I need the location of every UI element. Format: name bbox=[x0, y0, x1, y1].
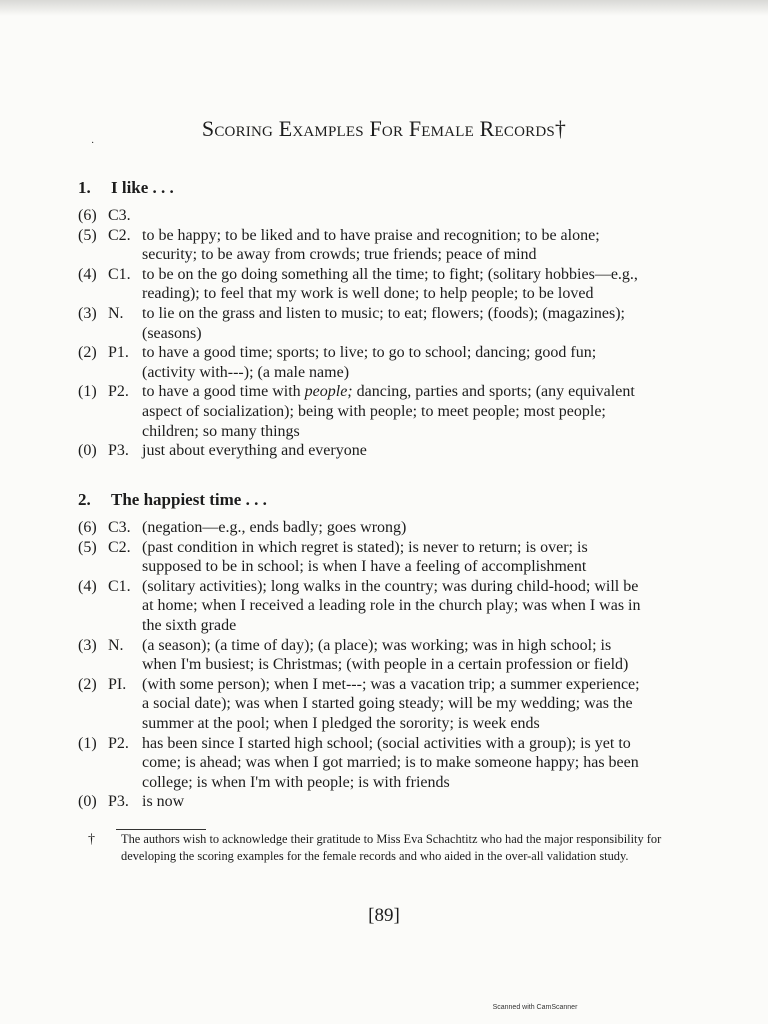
example-text bbox=[142, 577, 708, 636]
title-text: Scoring Examples For Female Records bbox=[201, 116, 555, 141]
score-label: (6) bbox=[78, 207, 97, 224]
example-line: (with some person); when I met---; was a vacation trip; a summer experience; bbox=[142, 675, 640, 693]
section-title: The happiest time . . . bbox=[111, 490, 267, 509]
list-item bbox=[78, 206, 708, 226]
example-line: (solitary activities); long walks in the country; was during child-hood; will be bbox=[142, 577, 639, 595]
footnote-text: The authors wish to acknowledge their gratitude to Miss Eva Schachtitz who had the major responsibility for developing the scoring examples for the female records and who aided in the over-all validation study. bbox=[121, 832, 662, 863]
section-heading bbox=[78, 490, 708, 510]
scanner-watermark: Scanned with CamScanner bbox=[492, 1004, 578, 1011]
example-text bbox=[142, 226, 708, 265]
category-code: C3. bbox=[108, 519, 131, 536]
category-code: N. bbox=[108, 304, 124, 322]
list-item bbox=[78, 304, 708, 343]
example-line: to be on the go doing something all the time; to fight; (solitary hobbies—e.g., bbox=[142, 265, 638, 283]
category-code: P3. bbox=[108, 793, 129, 811]
score-label: (0) bbox=[78, 793, 97, 811]
example-text bbox=[142, 206, 708, 226]
category-code: P2. bbox=[108, 383, 129, 401]
example-line: (past condition in which regret is stated); is never to return; is over; is bbox=[142, 538, 588, 556]
example-line: to be happy; to be liked and to have praise and recognition; to be alone; bbox=[142, 226, 600, 244]
example-continuation: children; so many things bbox=[142, 422, 300, 440]
score-label: (3) bbox=[78, 636, 97, 654]
example-continuation: the sixth grade bbox=[142, 616, 237, 634]
list-item bbox=[78, 577, 708, 636]
list-item bbox=[78, 636, 708, 675]
list-item bbox=[78, 226, 708, 265]
section-title: I like . . . bbox=[111, 178, 174, 197]
example-continuation: (activity with---); (a male name) bbox=[142, 363, 350, 381]
list-item bbox=[78, 538, 708, 577]
score-label: (5) bbox=[78, 226, 97, 244]
example-text bbox=[142, 734, 708, 793]
title-dagger: † bbox=[554, 116, 567, 141]
example-line: to lie on the grass and listen to music; to eat; flowers; (foods); (magazines); bbox=[142, 304, 625, 322]
section-i-like bbox=[78, 178, 708, 461]
example-line-end: dancing, parties and sports; (any equivalent bbox=[352, 383, 635, 401]
category-code: PI. bbox=[108, 675, 127, 693]
category-code: C1. bbox=[108, 577, 131, 595]
score-label: (0) bbox=[78, 442, 97, 460]
category-code: C2. bbox=[108, 226, 131, 244]
example-text: is now bbox=[142, 793, 185, 811]
footnote-dagger: † bbox=[88, 832, 95, 847]
example-text bbox=[142, 304, 708, 343]
example-text: just about everything and everyone bbox=[142, 442, 367, 460]
score-label: (2) bbox=[78, 344, 97, 362]
category-code: P3. bbox=[108, 442, 129, 460]
score-label: (4) bbox=[78, 577, 97, 595]
footnote bbox=[88, 831, 708, 865]
example-text bbox=[142, 538, 708, 577]
scan-edge-shadow bbox=[0, 0, 768, 16]
category-code: P2. bbox=[108, 734, 129, 752]
example-text bbox=[142, 265, 708, 304]
example-line: (a season); (a time of day); (a place); was working; was in high school; is bbox=[142, 636, 612, 654]
example-continuation: at home; when I received a leading role in the church play; was when I was in bbox=[142, 597, 641, 615]
score-label: (6) bbox=[78, 519, 97, 536]
example-continuation: reading); to feel that my work is well done; to help people; to be loved bbox=[142, 285, 594, 303]
category-code: C3. bbox=[108, 207, 131, 224]
section-number: 1. bbox=[78, 178, 91, 197]
footnote-divider bbox=[116, 829, 206, 830]
category-code: P1. bbox=[108, 344, 129, 362]
example-continuation: summer at the pool; when I pledged the sorority; is week ends bbox=[142, 714, 540, 732]
category-code: N. bbox=[108, 636, 124, 654]
category-code: C2. bbox=[108, 538, 131, 556]
example-text bbox=[142, 675, 708, 734]
list-item bbox=[78, 518, 708, 538]
example-text bbox=[142, 343, 708, 382]
example-continuation: supposed to be in school; is when I have a feeling of accomplishment bbox=[142, 558, 587, 576]
example-continuation: a social date); was when I started going steady; will be my wedding; was the bbox=[142, 695, 633, 713]
example-text bbox=[142, 382, 708, 441]
example-line-start: to have a good time with bbox=[142, 383, 305, 401]
list-item bbox=[78, 343, 708, 382]
page-title bbox=[0, 116, 768, 142]
category-code: C1. bbox=[108, 265, 131, 283]
score-label: (4) bbox=[78, 265, 97, 283]
section-heading bbox=[78, 178, 708, 198]
stray-dot: · bbox=[91, 138, 95, 149]
list-item bbox=[78, 265, 708, 304]
list-item bbox=[78, 792, 708, 812]
score-label: (5) bbox=[78, 538, 97, 556]
list-item bbox=[78, 441, 708, 461]
example-continuation: security; to be away from crowds; true friends; peace of mind bbox=[142, 246, 537, 264]
example-line: to have a good time; sports; to live; to go to school; dancing; good fun; bbox=[142, 344, 597, 362]
list-item bbox=[78, 382, 708, 441]
example-continuation: aspect of socialization); being with people; to meet people; most people; bbox=[142, 402, 606, 420]
example-text: (negation—e.g., ends badly; goes wrong) bbox=[142, 519, 407, 536]
example-emphasis: people; bbox=[304, 383, 353, 401]
example-line: has been since I started high school; (social activities with a group); is yet to bbox=[142, 734, 631, 752]
example-continuation: (seasons) bbox=[142, 324, 202, 342]
example-continuation: when I'm busiest; is Christmas; (with people in a certain profession or field) bbox=[142, 656, 629, 674]
section-happiest-time bbox=[78, 490, 708, 812]
example-continuation: come; is ahead; was when I got married; is to make someone happy; has been bbox=[142, 754, 639, 772]
section-number: 2. bbox=[78, 490, 91, 509]
score-label: (1) bbox=[78, 734, 97, 752]
example-text bbox=[142, 636, 708, 675]
example-continuation: college; is when I'm with people; is with friends bbox=[142, 773, 450, 791]
score-label: (3) bbox=[78, 304, 97, 322]
page-number: [89] bbox=[368, 905, 400, 926]
score-label: (1) bbox=[78, 383, 97, 401]
score-label: (2) bbox=[78, 675, 97, 693]
list-item bbox=[78, 675, 708, 734]
list-item bbox=[78, 734, 708, 793]
